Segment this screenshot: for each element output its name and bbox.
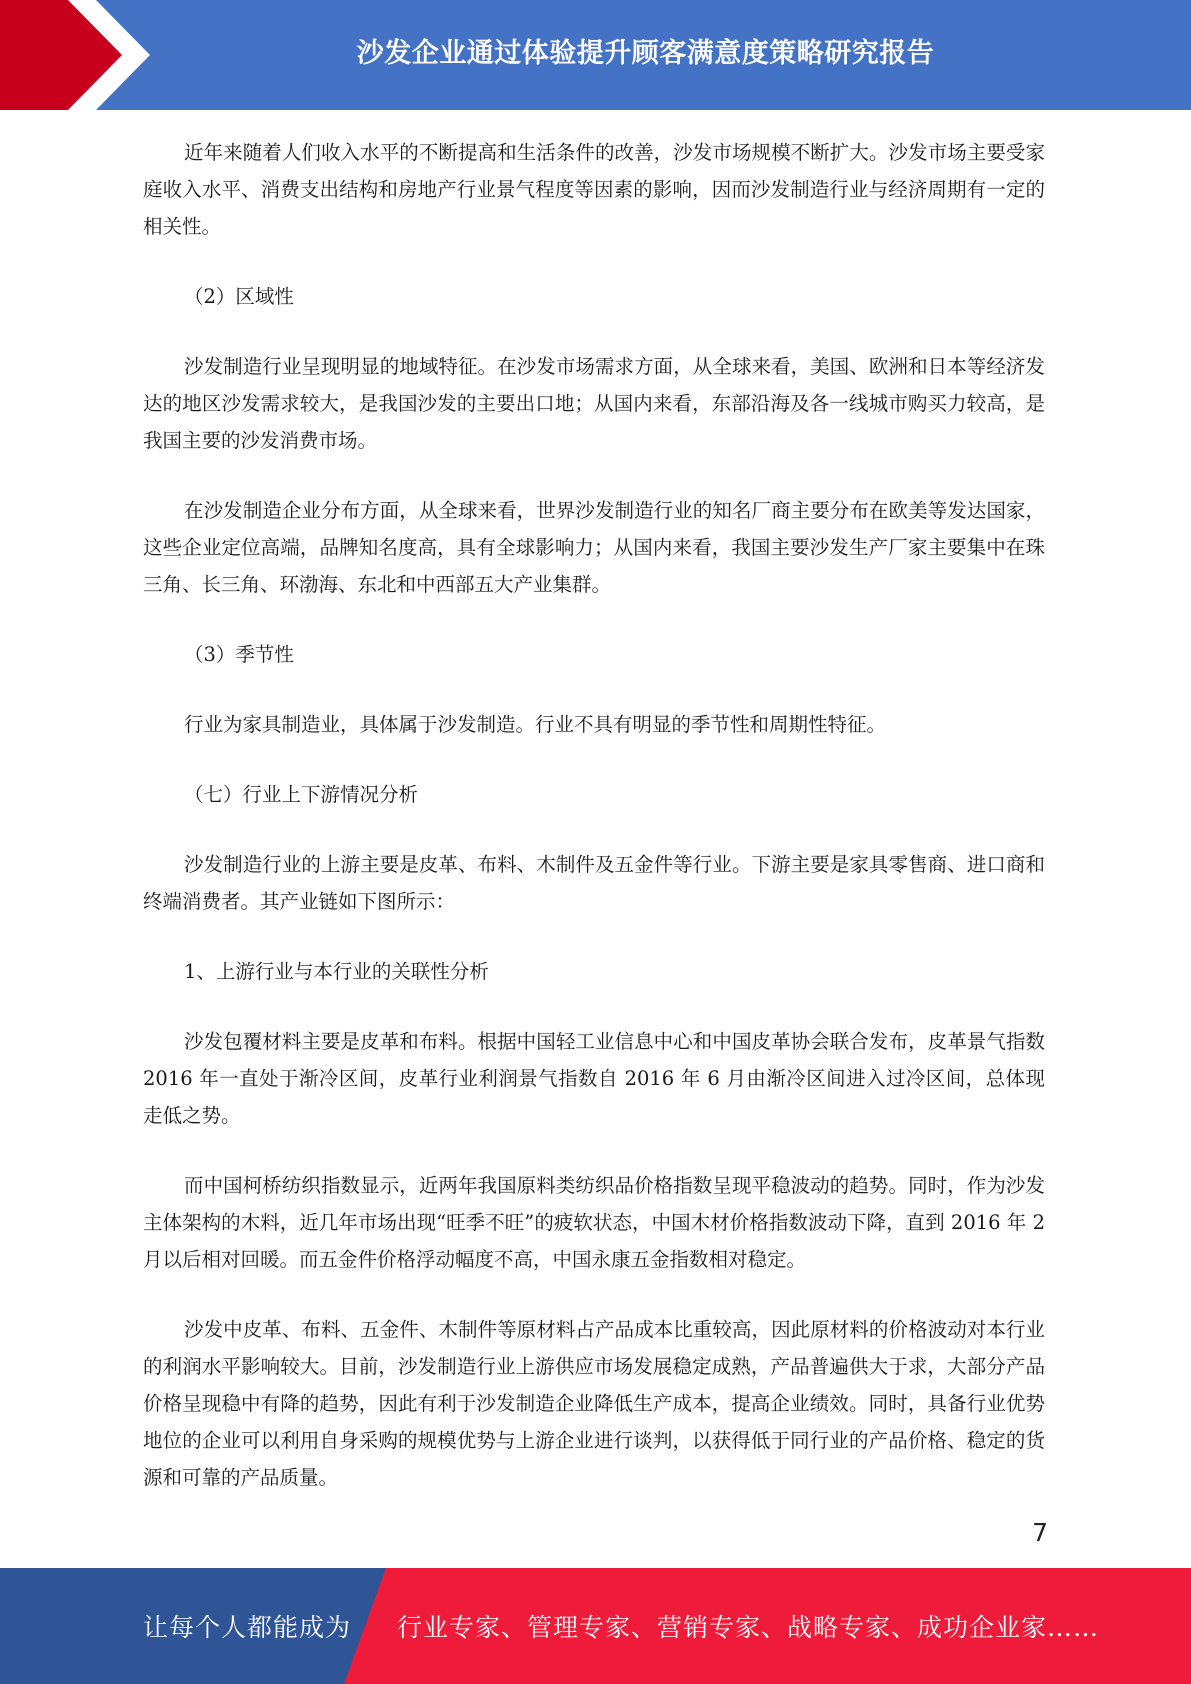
footer-slogan-right: 行业专家、管理专家、营销专家、战略专家、成功企业家…… [397, 1613, 1100, 1642]
section-heading: （七）行业上下游情况分析 [184, 783, 419, 806]
section-heading: 1、上游行业与本行业的关联性分析 [184, 960, 489, 983]
body-paragraph: 沙发中皮革、布料、五金件、木制件等原材料占产品成本比重较高，因此原材料的价格波动对本行业的利润水平影响较大。目前，沙发制造行业上游供应市场发展稳定成熟，产品普遍供大于求，大部分产品价格呈现稳中有降的趋势，因此有利于沙发制造企业降低生产成本，提高企业绩效。同时，具备行业优势地位的企业可以利用自身采购的规模优势与上游企业进行谈判，以获得低于同行业的产品价格、稳定的货源和可靠的产品质量。 [143, 1318, 1045, 1489]
body-paragraph: 沙发制造行业呈现明显的地域特征。在沙发市场需求方面，从全球来看，美国、欧洲和日本等经济发达的地区沙发需求较大，是我国沙发的主要出口地；从国内来看，东部沿海及各一线城市购买力较高，是我国主要的沙发消费市场。 [143, 355, 1045, 452]
section-heading: （2）区域性 [184, 285, 294, 308]
section-heading: （3）季节性 [184, 643, 294, 666]
document-body [143, 134, 1045, 1496]
header-title: 沙发企业通过体验提升顾客满意度策略研究报告 [356, 37, 935, 69]
body-paragraph: 而中国柯桥纺织指数显示，近两年我国原料类纺织品价格指数呈现平稳波动的趋势。同时，作为沙发主体架构的木料，近几年市场出现“旺季不旺”的疲软状态，中国木材价格指数波动下降，直到 2016 年 2 月以后相对回暖。而五金件价格浮动幅度不高，中国永康五金指数相对稳定。 [143, 1174, 1045, 1271]
body-paragraph: 在沙发制造企业分布方面，从全球来看，世界沙发制造行业的知名厂商主要分布在欧美等发达国家，这些企业定位高端，品牌知名度高，具有全球影响力；从国内来看，我国主要沙发生产厂家主要集中在珠三角、长三角、环渤海、东北和中西部五大产业集群。 [143, 499, 1045, 596]
page-header [0, 0, 1191, 110]
page-footer [0, 1568, 1191, 1684]
body-paragraph: 行业为家具制造业，具体属于沙发制造。行业不具有明显的季节性和周期性特征。 [184, 713, 887, 736]
body-paragraph: 沙发包覆材料主要是皮革和布料。根据中国轻工业信息中心和中国皮革协会联合发布，皮革景气指数 2016 年一直处于渐冷区间，皮革行业利润景气指数自 2016 年 6 月由渐冷区间进入过冷区间，总体现走低之势。 [143, 1030, 1045, 1127]
page-number: 7 [1032, 1518, 1048, 1547]
body-paragraph: 沙发制造行业的上游主要是皮革、布料、木制件及五金件等行业。下游主要是家具零售商、进口商和终端消费者。其产业链如下图所示： [143, 853, 1045, 913]
footer-slogan-left: 让每个人都能成为 [143, 1613, 352, 1642]
body-paragraph: 近年来随着人们收入水平的不断提高和生活条件的改善，沙发市场规模不断扩大。沙发市场主要受家庭收入水平、消费支出结构和房地产行业景气程度等因素的影响，因而沙发制造行业与经济周期有一定的相关性。 [143, 141, 1045, 238]
